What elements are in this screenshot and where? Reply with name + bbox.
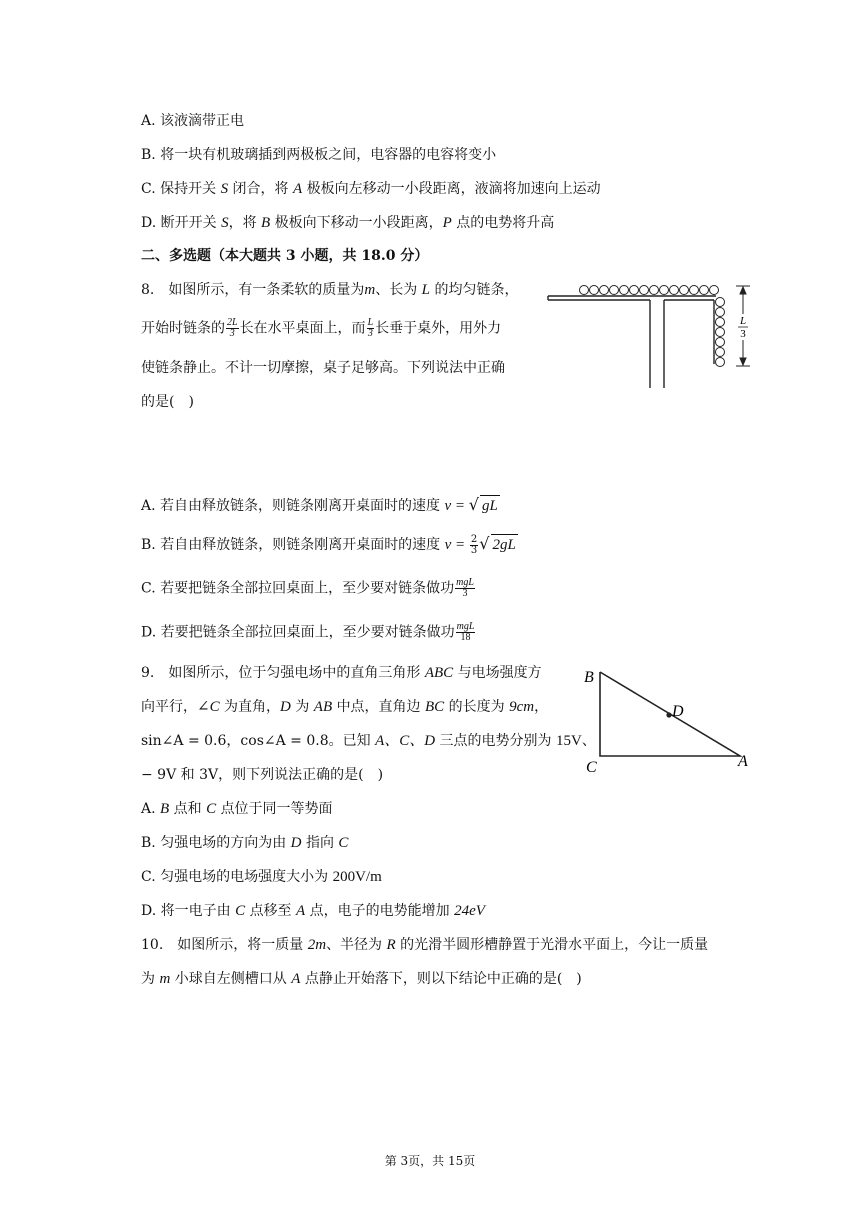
fraction-2l-3: $\frac{2L}{3}$ <box>227 317 238 339</box>
point-d-label: D <box>672 703 684 720</box>
q9-stem-line3: sin∠A = 0.6，cos∠A = 0.8。已知 A、C、D 三点的电势分别为 15V、 <box>141 733 596 749</box>
q9-option-c: C. 匀强电场的电场强度大小为 200V/m <box>141 869 382 885</box>
chain-table-figure <box>540 278 760 394</box>
q7-option-d: D. 断开开关 S，将 B 极板向下移动一小段距离，P 点的电势将升高 <box>141 215 555 231</box>
q8-stem-line2: 开始时链条的 $\frac{2L}{3}$ 长在水平桌面上，而 $\frac{L}{3}$ 长垂于桌外，用外力 <box>141 317 502 339</box>
chain-links <box>580 286 725 367</box>
q10-stem-line1: 10. 如图所示，将一质量 2m、半径为 R 的光滑半圆形槽静置于光滑水平面上，今让一质量 <box>141 937 709 953</box>
section-heading: 二、多选题（本大题共 3 小题，共 18.0 分） <box>141 248 429 264</box>
midpoint-d-dot <box>666 712 671 717</box>
fraction-l-3: $\frac{L}{3}$ <box>367 317 374 339</box>
q8-option-c: C. 若要把链条全部拉回桌面上，至少要对链条做功 $\frac{\text{mgL}}{3}$ <box>141 577 474 599</box>
q8-option-d: D. 若要把链条全部拉回桌面上，至少要对链条做功 $\frac{\text{mgL}}{18}$ <box>141 621 475 643</box>
vertex-c-label: C <box>586 759 597 776</box>
q10-stem-line2: 为 m 小球自左侧槽口从 A 点静止开始落下，则以下结论中正确的是( ) <box>141 971 582 987</box>
q9-stem-line1: 9. 如图所示，位于匀强电场中的直角三角形 ABC 与电场强度方 <box>141 665 542 681</box>
q8-stem-line4: 的是( ) <box>141 394 194 410</box>
fig-label-num: L <box>739 315 747 327</box>
q9-option-d: D. 将一电子由 C 点移至 A 点，电子的电势能增加 24eV <box>141 903 485 919</box>
q8-stem-line3: 使链条静止。不计一切摩擦，桌子足够高。下列说法中正确 <box>141 360 505 376</box>
q8-option-b: B. 若自由释放链条，则链条刚离开桌面时的速度 v = $\frac{2}{3}$ √ 2gL <box>141 533 516 556</box>
q8-option-a: A. 若自由释放链条，则链条刚离开桌面时的速度 v = √ gL <box>141 495 498 514</box>
q7-option-c: C. 保持开关 S 闭合，将 A 极板向左移动一小段距离，液滴将加速向上运动 <box>141 181 601 197</box>
q9-option-a: A. B 点和 C 点位于同一等势面 <box>141 801 333 817</box>
q8-stem-line1: 8. 如图所示，有一条柔软的质量为m、长为 L 的均匀链条， <box>141 282 519 298</box>
vertex-b-label: B <box>584 669 594 686</box>
fig-label-den: 3 <box>740 328 746 340</box>
triangle-figure <box>580 660 760 780</box>
vertex-a-label: A <box>738 753 748 770</box>
q9-option-b: B. 匀强电场的方向为由 D 指向 C <box>141 835 349 851</box>
q7-option-a: A. 该液滴带正电 <box>141 113 245 129</box>
q7-option-b: B. 将一块有机玻璃插到两极板之间，电容器的电容将变小 <box>141 147 497 163</box>
q9-stem-line4: − 9V 和 3V，则下列说法正确的是( ) <box>141 767 384 783</box>
page-footer: 第 3页，共 15页 <box>384 1154 476 1168</box>
q9-stem-line2: 向平行，∠C 为直角，D 为 AB 中点，直角边 BC 的长度为 9cm， <box>141 699 549 715</box>
